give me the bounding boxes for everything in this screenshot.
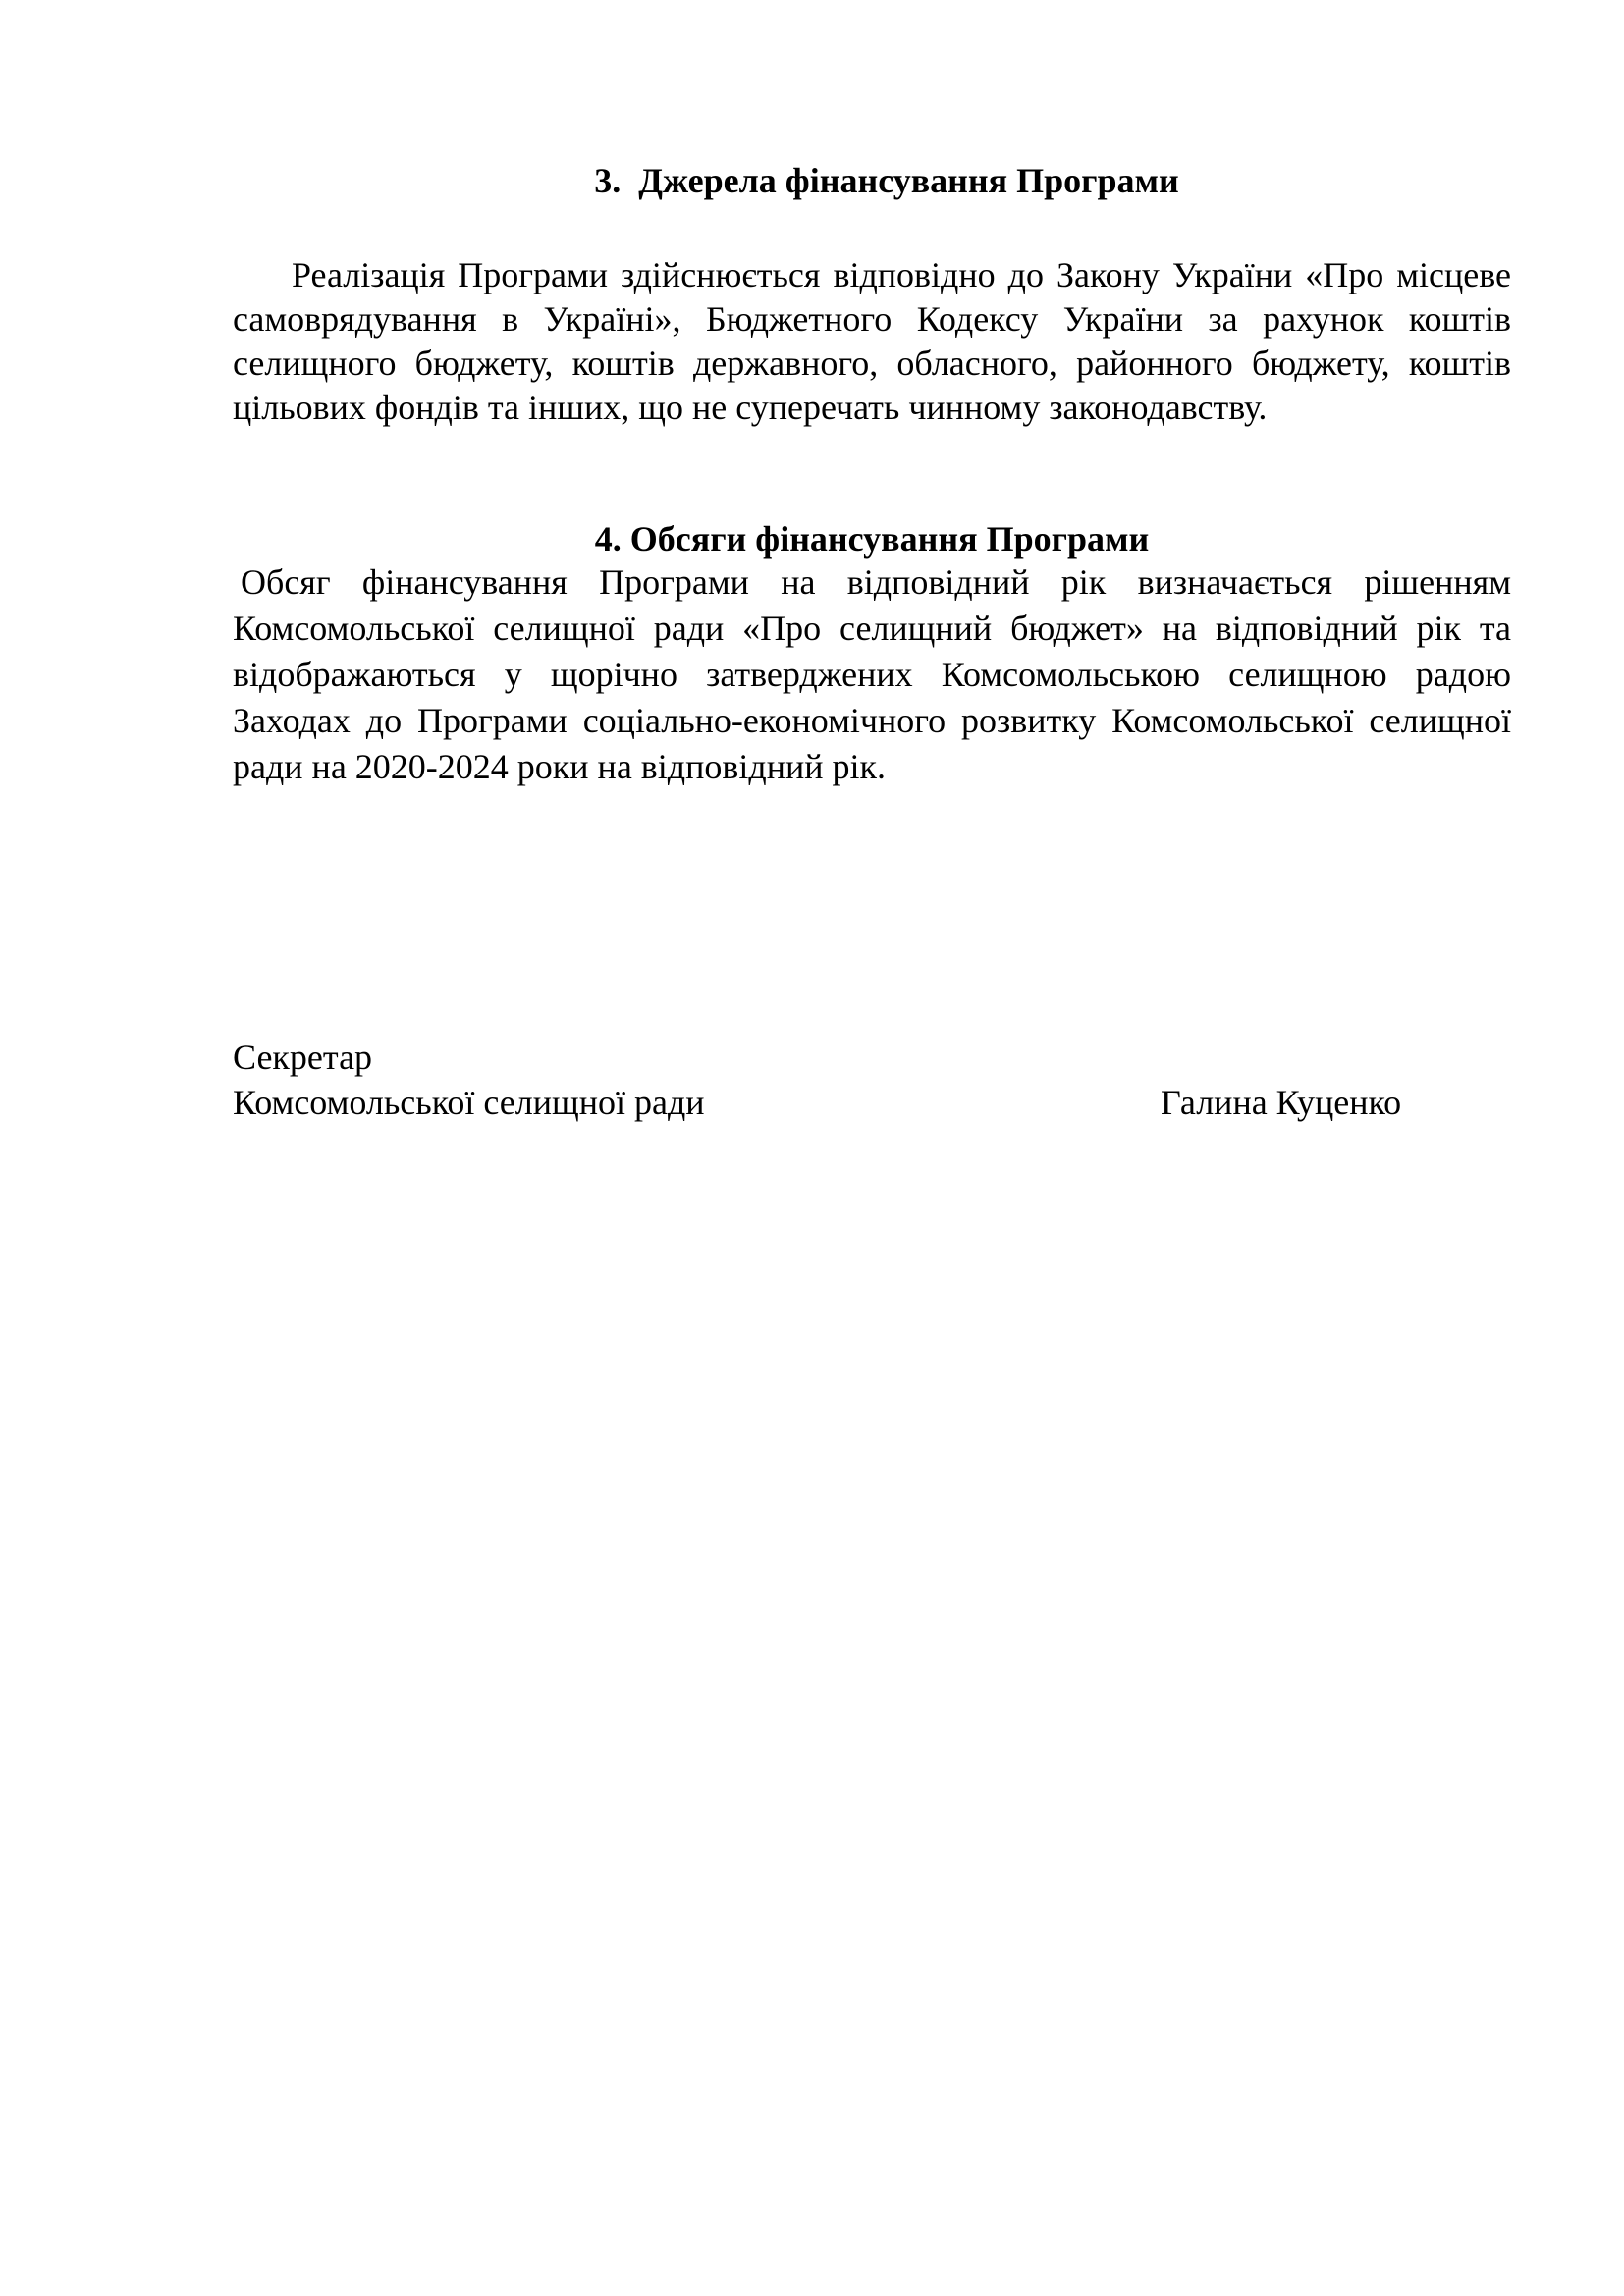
section-3-heading: 3. Джерела фінансування Програми xyxy=(594,161,1179,200)
section-4-paragraph: Обсяг фінансування Програми на відповідний рік визначається рішенням Комсомольської селищної ради «Про селищний бюджет» на відповідний рік та відображаються у щорічно затверджених Комсомольською селищною радою Заходах до Програми соціально-економічного розвитку Комсомольської селищної ради на 2020-2024 роки на відповідний рік. xyxy=(233,562,1511,786)
section-3-paragraph: Реалізація Програми здійснюється відповідно до Закону України «Про місцеве самоврядування в Україні», Бюджетного Кодексу України за рахунок коштів селищного бюджету, коштів державного, обласного, районного бюджету, коштів цільових фондів та інших, що не суперечать чинному законодавству. xyxy=(233,255,1511,427)
signer-position: Секретар xyxy=(233,1038,373,1077)
signature-row xyxy=(233,1080,1511,1125)
signer-name: Галина Куценко xyxy=(1161,1083,1402,1122)
signature-block xyxy=(233,1035,1511,1125)
section-4-heading: 4. Обсяги фінансування Програми xyxy=(594,519,1150,559)
signer-organization: Комсомольської селищної ради xyxy=(233,1083,705,1122)
